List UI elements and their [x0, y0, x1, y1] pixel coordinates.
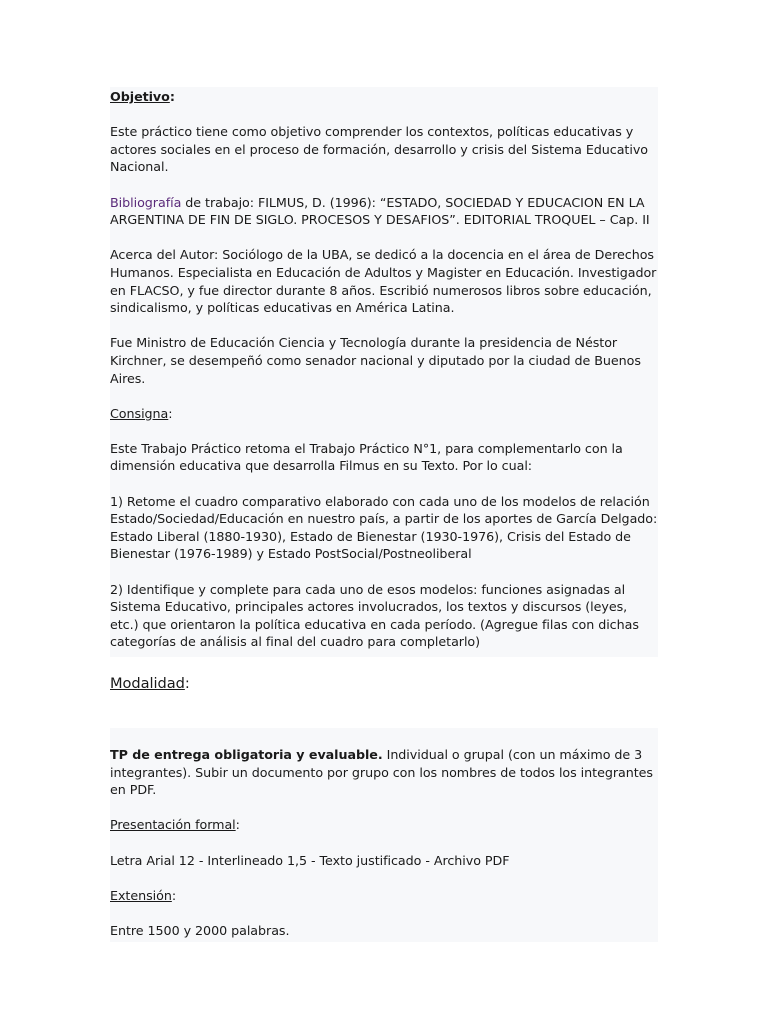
modalidad-heading: Modalidad [110, 675, 185, 692]
modalidad-heading-line [110, 657, 658, 728]
spacer [110, 176, 658, 194]
bibliografia-text: de trabajo: FILMUS, D. (1996): “ESTADO, SOCIEDAD Y EDUCACION EN LA ARGENTINA DE FIN DE SIGLO. PROCESOS Y DESAFIOS”. EDITORIAL TROQUEL – Cap. II [110, 194, 650, 228]
objetivo-text: Este práctico tiene como objetivo comprender los contextos, políticas educativas y actores sociales en el proceso de formación, desarrollo y crisis del Sistema Educativo Nacional. [110, 124, 649, 175]
section-objetivo-consigna [110, 87, 658, 657]
spacer [110, 904, 658, 922]
spacer [110, 834, 658, 852]
bibliografia-paragraph [110, 194, 658, 229]
extension-text: Entre 1500 y 2000 palabras. [110, 922, 290, 938]
objetivo-heading-line [110, 88, 658, 106]
bibliografia-label: Bibliografía [110, 194, 182, 210]
consigna-item-2: 2) Identifique y complete para cada uno de esos modelos: funciones asignadas al Sistema Educativo, principales actores involucrados, los textos y discursos (leyes, etc.) que orientaron la política educativa en cada período. (Agregue filas con dichas categorías de análisis al final del cuadro para completarlo) [110, 581, 639, 650]
consigna-intro: Este Trabajo Práctico retoma el Trabajo Práctico N°1, para complementarlo con la dimensión educativa que desarrolla Filmus en su Texto. Por lo cual: [110, 440, 623, 474]
modalidad-text: Individual o grupal (con un máximo de 3 integrantes). Subir un documento por grupo con los nombres de todos los integrantes en PDF. [110, 747, 653, 798]
spacer [110, 799, 658, 817]
consigna-item-1: 1) Retome el cuadro comparativo elaborado con cada uno de los modelos de relación Estado/Sociedad/Educación en nuestro país, a partir de los aportes de García Delgado: Estado Liberal (1880-1930), Estado de Bienestar (1930-1976), Crisis del Estado de Bienestar (1976-1989) y Estado PostSocial/Postneoliberal [110, 493, 658, 562]
extension-heading-line [110, 887, 658, 905]
consigna-colon: : [168, 405, 173, 421]
spacer [110, 475, 658, 493]
spacer [110, 422, 658, 440]
consigna-heading-line [110, 405, 658, 423]
spacer [110, 317, 658, 335]
autor-paragraph: Acerca del Autor: Sociólogo de la UBA, se dedicó a la docencia en el área de Derechos Humanos. Especialista en Educación de Adultos y Magister en Educación. Investigador en FLACSO, y fue director durante 8 años. Escribió numerosos libros sobre educación, sindicalismo, y políticas educativas en América Latina. [110, 247, 657, 316]
spacer [110, 563, 658, 581]
presentacion-text: Letra Arial 12 - Interlineado 1,5 - Texto justificado - Archivo PDF [110, 852, 510, 868]
document-page [110, 87, 658, 942]
presentacion-colon: : [235, 817, 240, 833]
objetivo-heading: Objetivo [110, 89, 170, 104]
extension-heading: Extensión [110, 887, 172, 903]
autor-paragraph-2: Fue Ministro de Educación Ciencia y Tecnología durante la presidencia de Néstor Kirchner, se desempeñó como senador nacional y diputado por la ciudad de Buenos Aires. [110, 335, 641, 386]
spacer [110, 229, 658, 247]
extension-colon: : [171, 887, 177, 903]
modalidad-bold: TP de entrega obligatoria y evaluable. [110, 747, 383, 762]
presentacion-heading: Presentación formal [110, 817, 236, 833]
presentacion-heading-line [110, 816, 658, 834]
consigna-heading: Consigna [110, 405, 169, 421]
modalidad-colon: : [184, 675, 190, 692]
modalidad-paragraph [110, 746, 658, 799]
spacer [110, 106, 658, 124]
objetivo-colon: : [169, 89, 175, 104]
spacer [110, 387, 658, 405]
section-modalidad [110, 728, 658, 942]
spacer [110, 869, 658, 887]
